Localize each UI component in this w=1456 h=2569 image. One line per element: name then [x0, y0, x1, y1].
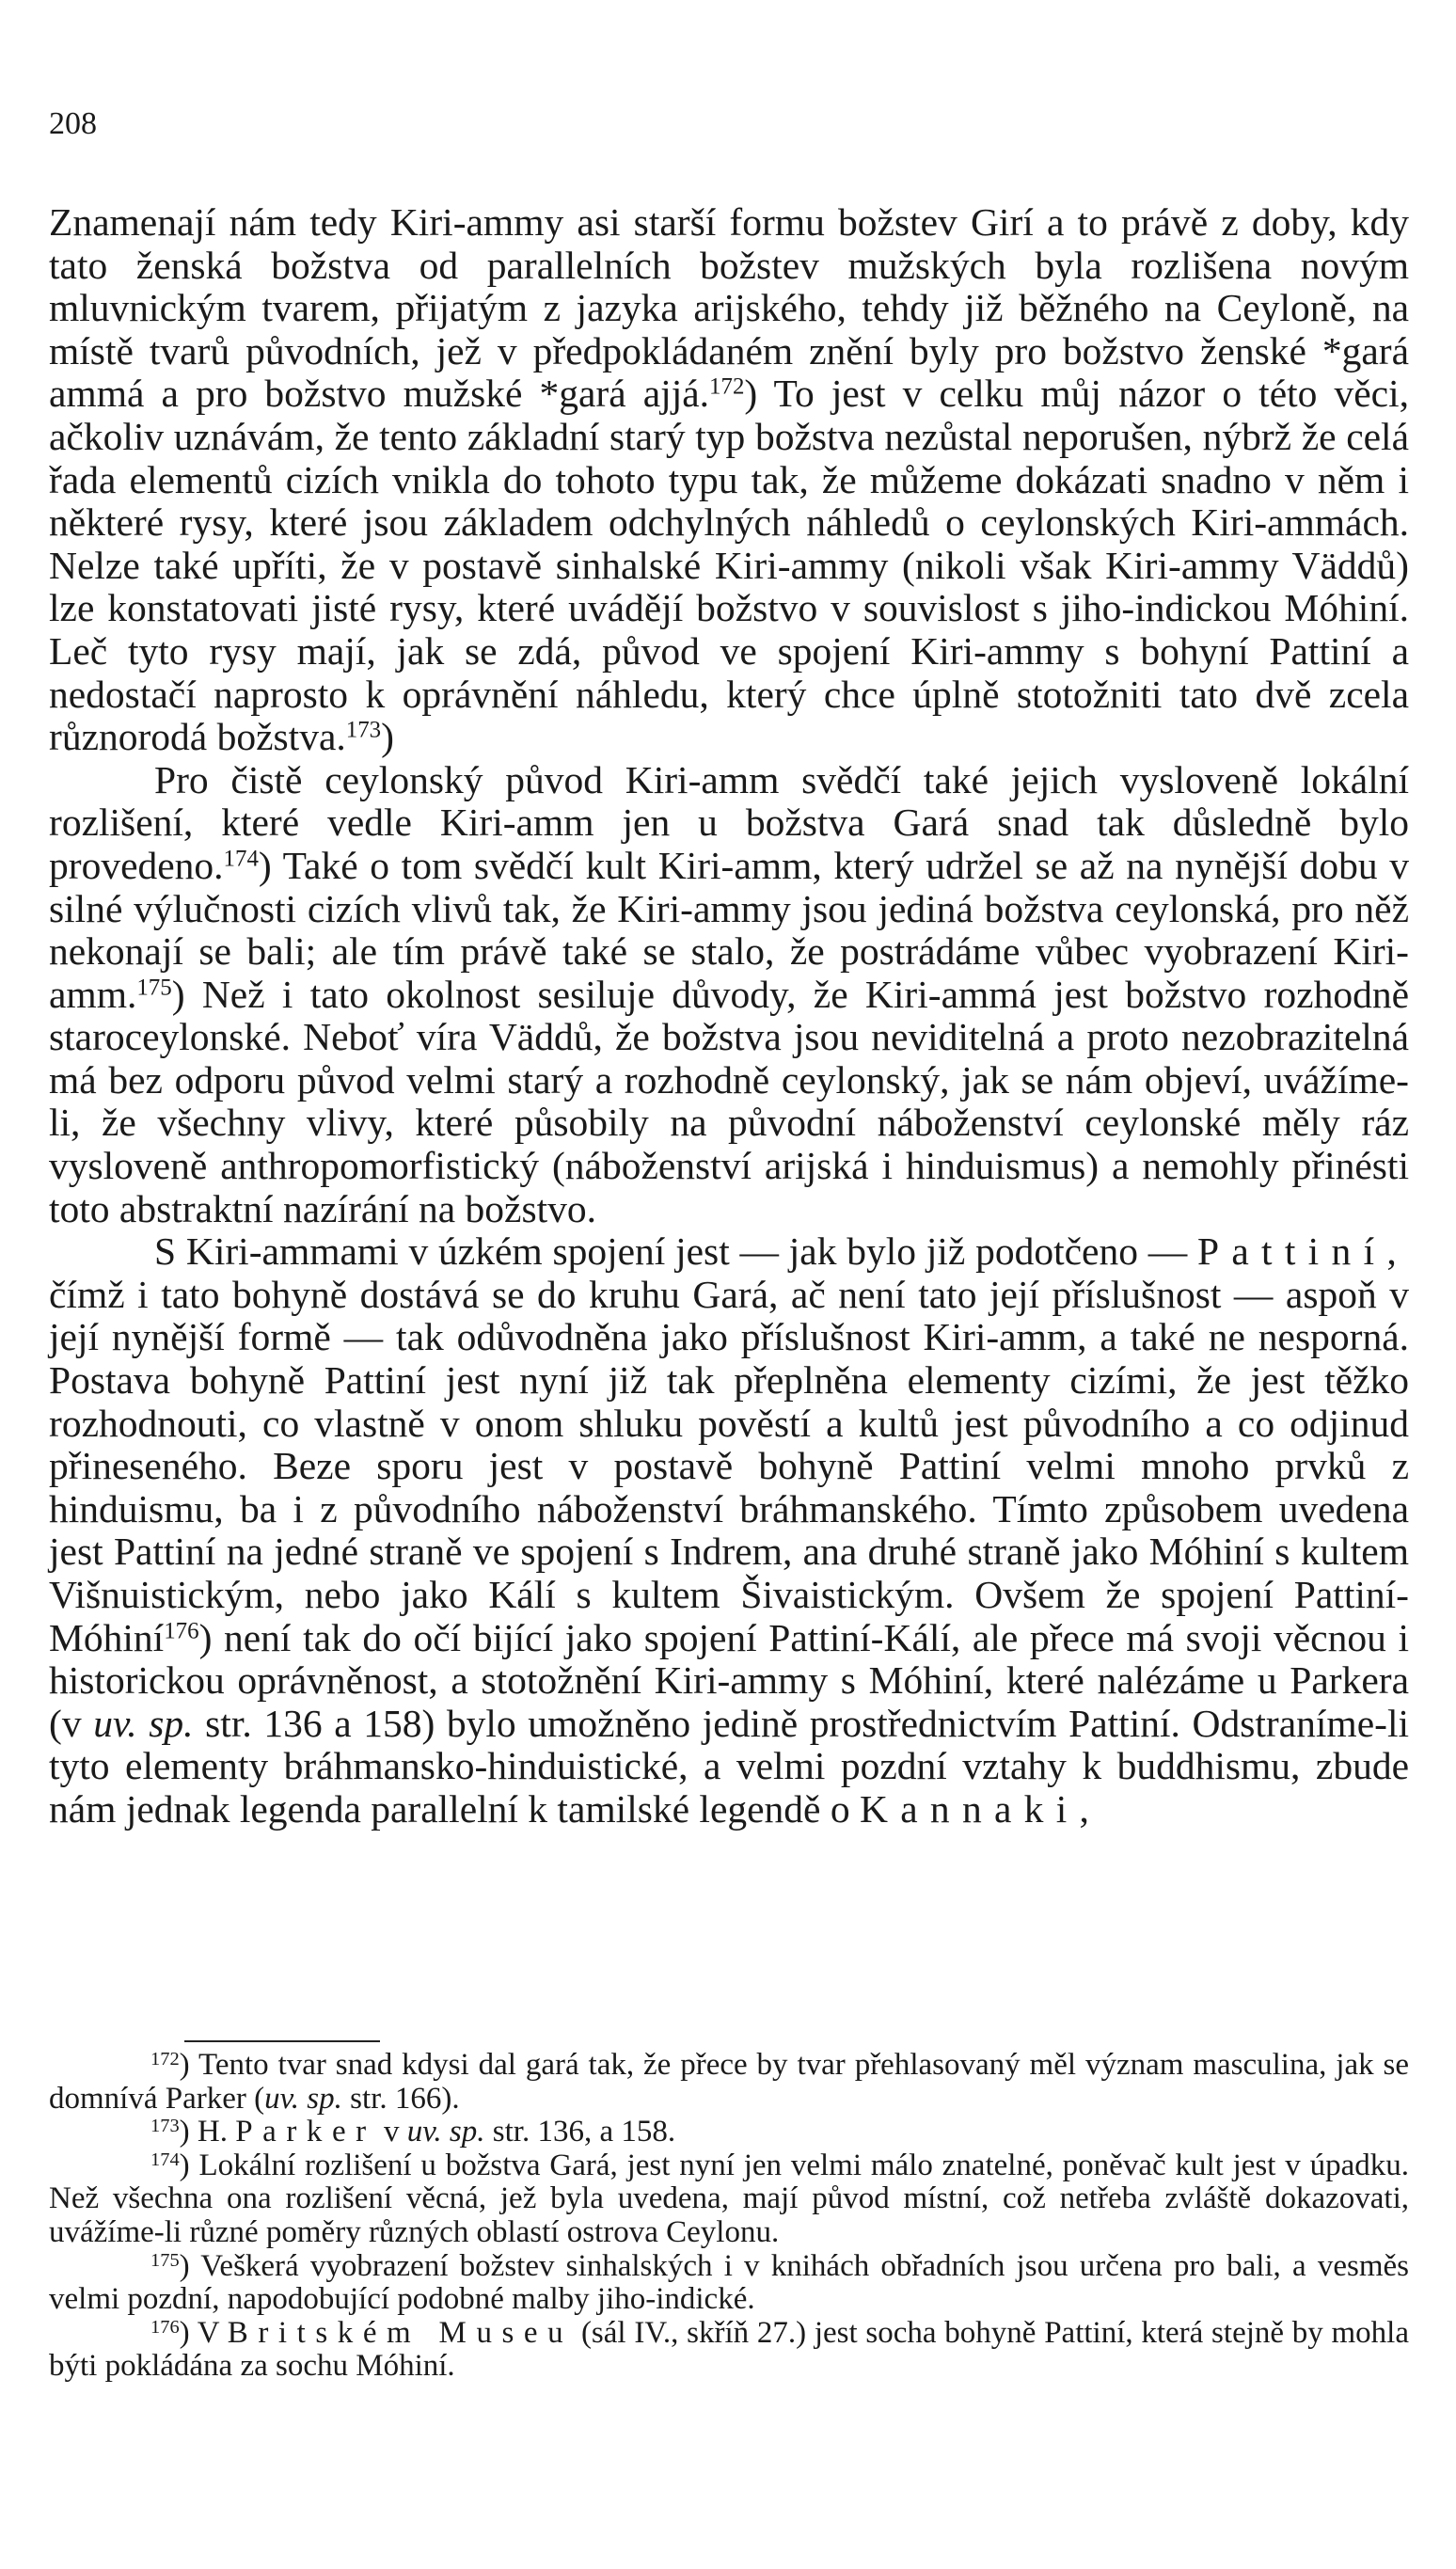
footnote-mark: 176 [150, 2316, 180, 2338]
page-number: 208 [49, 106, 97, 141]
italic-abbrev: uv. sp. [93, 1701, 194, 1745]
footnote-ref: 176 [164, 1617, 199, 1643]
paragraph: Pro čistě ceylonský původ Kiri-amm svědčí také jejich vysloveně lokální rozlišení, které vedle Kiri-amm jen u božstva Gará snad tak důsledně bylo provedeno.$^{174}$) Také o tom svědčí kult Kiri-amm, který udržel se až na nynější dobu v silné výlučnosti cizích vlivů tak, že Kiri-ammy jsou jediná božstva ceylonská, pro něž nekonají se bali; ale tím právě také se stalo, že postrádáme vůbec vyobrazení Kiri-amm.$^{175}$) Než i tato okolnost sesiluje důvody, že Kiri-ammá jest božstvo rozhodně staroceylonské. Neboť víra Väddů, že božstva jsou neviditelná a proto nezobrazitelná má bez odporu původ velmi starý a rozhodně ceylonský, jak se nám objeví, uvážíme-li, že všechny vlivy, které působily na původní náboženství ceylonské měly ráz vysloveně anthropomorfistický (náboženství arijská i hinduismus) a nemohly přinésti toto abstraktní nazírání na božstvo. [49, 757, 1409, 1230]
footnote-ref: 172 [709, 373, 745, 400]
footnote-ref: 174 [223, 846, 259, 872]
footnote-ref: 173 [345, 717, 382, 743]
spaced-name: Pattiní, [1197, 1229, 1409, 1274]
footnote: $^{173}$) H. Parker v uv. sp. str. 136, a 158. [150, 2115, 676, 2149]
footnote-mark: 174 [150, 2149, 180, 2170]
spaced-name: Kannaki, [859, 1786, 1102, 1831]
footnote-mark: 175 [150, 2249, 180, 2271]
footnotes [49, 2049, 1409, 2384]
footnote: $^{176}$) V Britském Museu (sál IV., skříň 27.) jest socha bohyně Pattiní, která stejně by mohla býti pokládána za sochu Móhiní. [49, 2315, 1409, 2384]
footnote: $^{174}$) Lokální rozlišení u božstva Gará, jest nyní jen velmi málo znatelné, poněvač kult jest v úpadku. Než všechna ona rozlišení věcná, jež byla uvedena, mají původ místní, což netřeba zvláště dokazovati, uvážíme-li různé poměry různých oblastí ostrova Ceylonu. [49, 2148, 1409, 2249]
footnote-divider [184, 2040, 380, 2042]
footnote-mark: 173 [150, 2115, 180, 2136]
footnote-ref: 175 [136, 975, 172, 1000]
main-text [49, 201, 1409, 1832]
footnote-mark: 172 [150, 2048, 180, 2069]
paragraph: S Kiri-ammami v úzkém spojení jest — jak bylo již podotčeno — Pattiní, čímž i tato bohyně dostává se do kruhu Gará, ač není tato její příslušnost — aspoň v její nynější formě — tak odůvodněna jako příslušnost Kiri-amm, a také ne nesporná. Postava bohyně Pattiní jest nyní již tak přeplněna elementy cizími, že jest těžko rozhodnouti, co vlastně v onom shluku pověstí a kultů jest původního a co odjinud přineseného. Beze sporu jest v postavě bohyně Pattiní velmi mnoho prvků z hinduismu, ba i z původního náboženství bráhmanského. Tímto způsobem uvedena jest Pattiní na jedné straně ve spojení s Indrem, ana druhé straně jako Móhiní s kultem Višnuistickým, nebo jako Kálí s kultem Šivaistickým. Ovšem že spojení Pattiní-Móhiní$^{176}$) není tak do očí bijící jako spojení Pattiní-Kálí, ale přece má svoji věcnou i historickou oprávněnost, a stotožnění Kiri-ammy s Móhiní, které nalézáme u Parkera (v uv. sp. str. 136 a 158) bylo umožněno jedině prostřednictvím Pattiní. Odstraníme-li tyto elementy bráhmansko-hinduistické, a velmi pozdní vztahy k buddhismu, zbude nám jednak legenda parallelní k tamilské legendě o Kannaki, [49, 1229, 1410, 1831]
paragraph: Znamenají nám tedy Kiri-ammy asi starší formu božstev Girí a to právě z doby, kdy tato ženská božstva od parallelních božstev mužských byla rozlišena novým mluvnickým tvarem, přijatým z jazyka arijského, tehdy již běžného na Ceyloně, na místě tvarů původních, jež v předpokládaném znění byly pro božstvo ženské *gará ammá a pro božstvo mužské *gará ajjá.$^{172}$) To jest v celku můj názor o této věci, ačkoliv uznávám, že tento základní starý typ božstva nezůstal neporušen, nýbrž že celá řada elementů cizích vnikla do tohoto typu tak, že můžeme dokázati snadno v něm i některé rysy, které jsou základem odchylných náhledů o ceylonských Kiri-ammách. Nelze také upříti, že v postavě sinhalské Kiri-ammy (nikoli však Kiri-ammy Väddů) lze konstatovati jisté rysy, které uvádějí božstvo v souvislost s jiho-indickou Móhiní. Leč tyto rysy mají, jak se zdá, původ ve spojení Kiri-ammy s bohyní Pattiní a nedostačí naprosto k oprávnění náhledu, který chce úplně stotožniti tato dvě zcela různorodá božstva.$^{173}$) [49, 200, 1409, 759]
footnote: $^{175}$) Veškerá vyobrazení božstev sinhalských i v knihách obřadních jsou určena pro bali, a vesměs velmi pozdní, napodobující podobné malby jiho-indické. [49, 2248, 1409, 2317]
footnote: $^{172}$) Tento tvar snad kdysi dal gará tak, že přece by tvar přehlasovaný měl význam masculina, jak se domnívá Parker (uv. sp. str. 166). [49, 2048, 1409, 2116]
